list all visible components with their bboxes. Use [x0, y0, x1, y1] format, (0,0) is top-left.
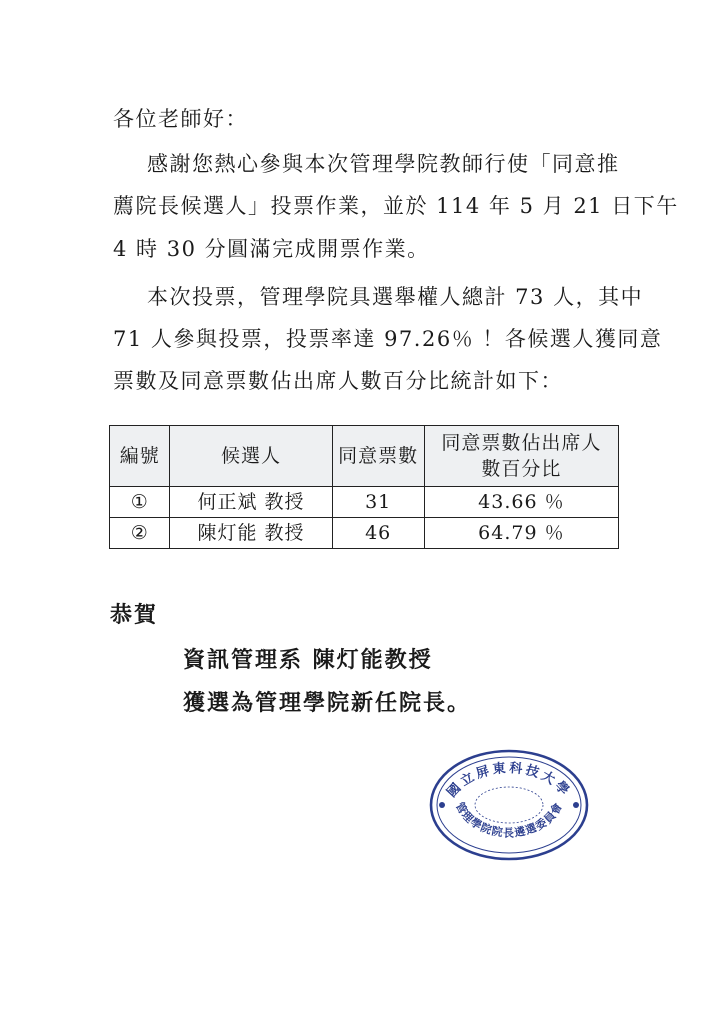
table-row — [110, 518, 619, 549]
header-percent — [424, 426, 618, 487]
paragraph2-line3: 票數及同意票數佔出席人數百分比統計如下： — [113, 369, 563, 393]
paragraph1-line2: 薦院長候選人」投票作業，並於 114 年 5 月 21 日下午 — [113, 194, 679, 218]
seal-outer-text: 國立屏東科技大學 — [444, 760, 574, 801]
results-table — [109, 425, 619, 549]
header-votes: 同意票數 — [332, 426, 424, 487]
paragraph2-line2: 71 人參與投票，投票率達 97.26％ ！各候選人獲同意 — [113, 327, 663, 351]
header-percent-line2: 數百分比 — [481, 458, 562, 480]
winner-line2: 獲選為管理學院新任院長。 — [183, 691, 472, 716]
paragraph1-line3: 4 時 30 分圓滿完成開票作業。 — [113, 237, 430, 261]
row-number: ① — [110, 487, 170, 518]
row-percent: 43.66 ％ — [424, 487, 618, 518]
table-header-row — [110, 426, 619, 487]
header-number: 編號 — [110, 426, 170, 487]
congrats-heading: 恭賀 — [110, 603, 159, 628]
table-row — [110, 487, 619, 518]
paragraph1-line1: 感謝您熱心參與本次管理學院教師行使「同意推 — [147, 152, 620, 176]
header-percent-line1: 同意票數佔出席人 — [441, 432, 602, 454]
paragraph2-line1: 本次投票，管理學院具選舉權人總計 73 人，其中 — [147, 285, 644, 309]
seal-inner-text: 管理學院院長遴選委員會 — [452, 800, 566, 840]
row-candidate: 何正斌 教授 — [170, 487, 332, 518]
committee-seal — [428, 748, 590, 862]
row-votes: 31 — [332, 487, 424, 518]
row-votes: 46 — [332, 518, 424, 549]
row-candidate: 陳灯能 教授 — [170, 518, 332, 549]
header-candidate: 候選人 — [170, 426, 332, 487]
greeting: 各位老師好： — [113, 107, 248, 131]
row-number: ② — [110, 518, 170, 549]
row-percent: 64.79 ％ — [424, 518, 618, 549]
seal-ring — [431, 751, 587, 859]
winner-line1: 資訊管理系 陳灯能教授 — [183, 648, 433, 673]
